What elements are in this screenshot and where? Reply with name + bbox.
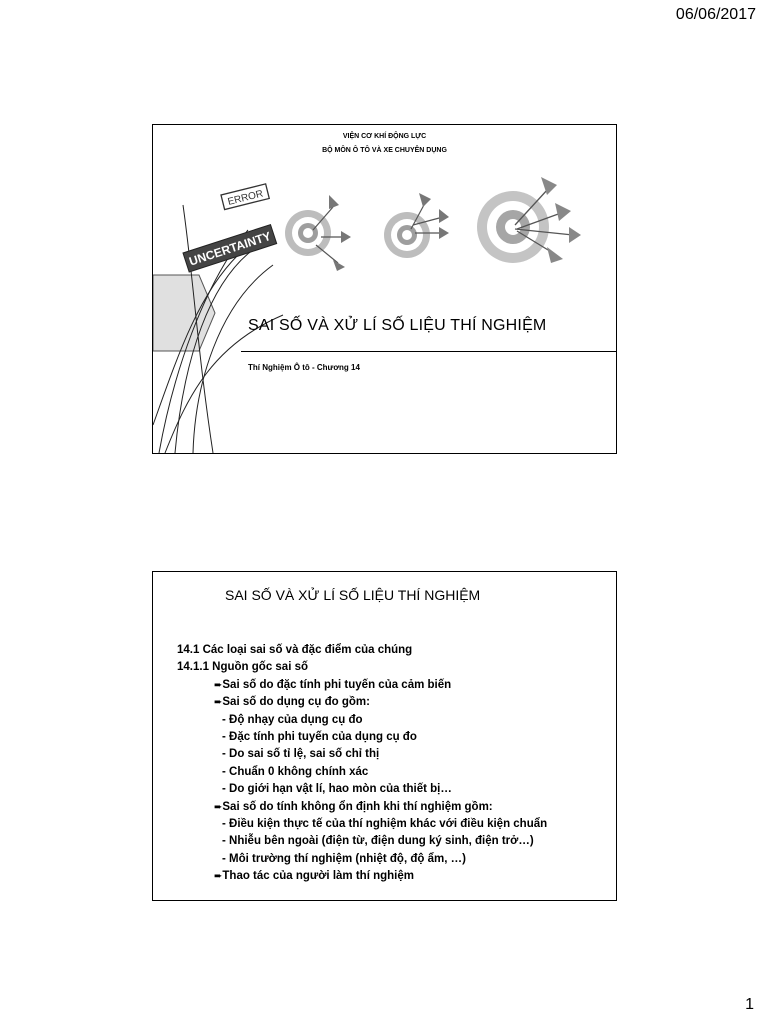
uncertainty-stamp xyxy=(183,225,277,272)
slide-2-body xyxy=(177,642,547,886)
slide-1 xyxy=(152,124,617,454)
subsection-heading: 14.1.1 Nguồn gốc sai số xyxy=(177,661,309,674)
sub-item: - Chuẩn 0 không chính xác xyxy=(222,765,369,778)
sub-item: - Môi trường thí nghiệm (nhiệt độ, độ ẩm, …) xyxy=(222,852,466,865)
left-banner-shape xyxy=(153,275,215,351)
print-date: 06/06/2017 xyxy=(675,6,756,23)
page-number: 1 xyxy=(745,996,754,1013)
sub-item: - Điều kiện thực tế của thí nghiệm khác với điều kiện chuẩn xyxy=(222,818,548,831)
slide-2 xyxy=(152,571,617,901)
bullet-arrow-icon: ➨ xyxy=(214,801,223,813)
bullet-item: ➨Sai số do dụng cụ đo gồm: xyxy=(214,696,370,709)
bullet-arrow-icon: ➨ xyxy=(214,679,223,691)
sub-item: - Do sai số tỉ lệ, sai số chỉ thị xyxy=(222,748,380,761)
error-stamp-text: ERROR xyxy=(226,188,265,208)
sub-item: - Do giới hạn vật lí, hao mòn của thiết bị… xyxy=(222,783,452,796)
target-2 xyxy=(384,193,449,258)
department-name: BỘ MÔN Ô TÔ VÀ XE CHUYÊN DỤNG xyxy=(322,147,447,154)
sub-item: - Đặc tính phi tuyến của dụng cụ đo xyxy=(222,731,417,744)
target-1 xyxy=(285,195,351,271)
error-stamp xyxy=(221,184,269,210)
uncertainty-stamp-text: UNCERTAINTY xyxy=(187,228,273,269)
slide-2-title: SAI SỐ VÀ XỬ LÍ SỐ LIỆU THÍ NGHIỆM xyxy=(225,587,481,603)
sub-item: - Nhiễu bên ngoài (điện từ, điện dung ký sinh, điện trở…) xyxy=(222,835,534,848)
target-3 xyxy=(477,177,581,263)
slide-1-title: SAI SỐ VÀ XỬ LÍ SỐ LIỆU THÍ NGHIỆM xyxy=(248,317,547,334)
bullet-item: ➨Thao tác của người làm thí nghiệm xyxy=(214,870,414,883)
institute-name: VIỆN CƠ KHÍ ĐỘNG LỰC xyxy=(342,133,427,140)
slide-1-subtitle: Thí Nghiệm Ô tô - Chương 14 xyxy=(248,363,360,372)
bullet-arrow-icon: ➨ xyxy=(214,697,223,709)
bullet-arrow-icon: ➨ xyxy=(214,871,223,883)
title-divider xyxy=(241,351,617,352)
title-decoration xyxy=(153,125,616,453)
section-heading: 14.1 Các loại sai số và đặc điểm của chúng xyxy=(177,644,413,656)
sub-item: - Độ nhạy của dụng cụ đo xyxy=(222,713,363,726)
bullet-item: ➨Sai số do tính không ổn định khi thí nghiệm gồm: xyxy=(214,800,493,813)
bullet-item: ➨Sai số do đặc tính phi tuyến của cảm biến xyxy=(214,678,452,691)
